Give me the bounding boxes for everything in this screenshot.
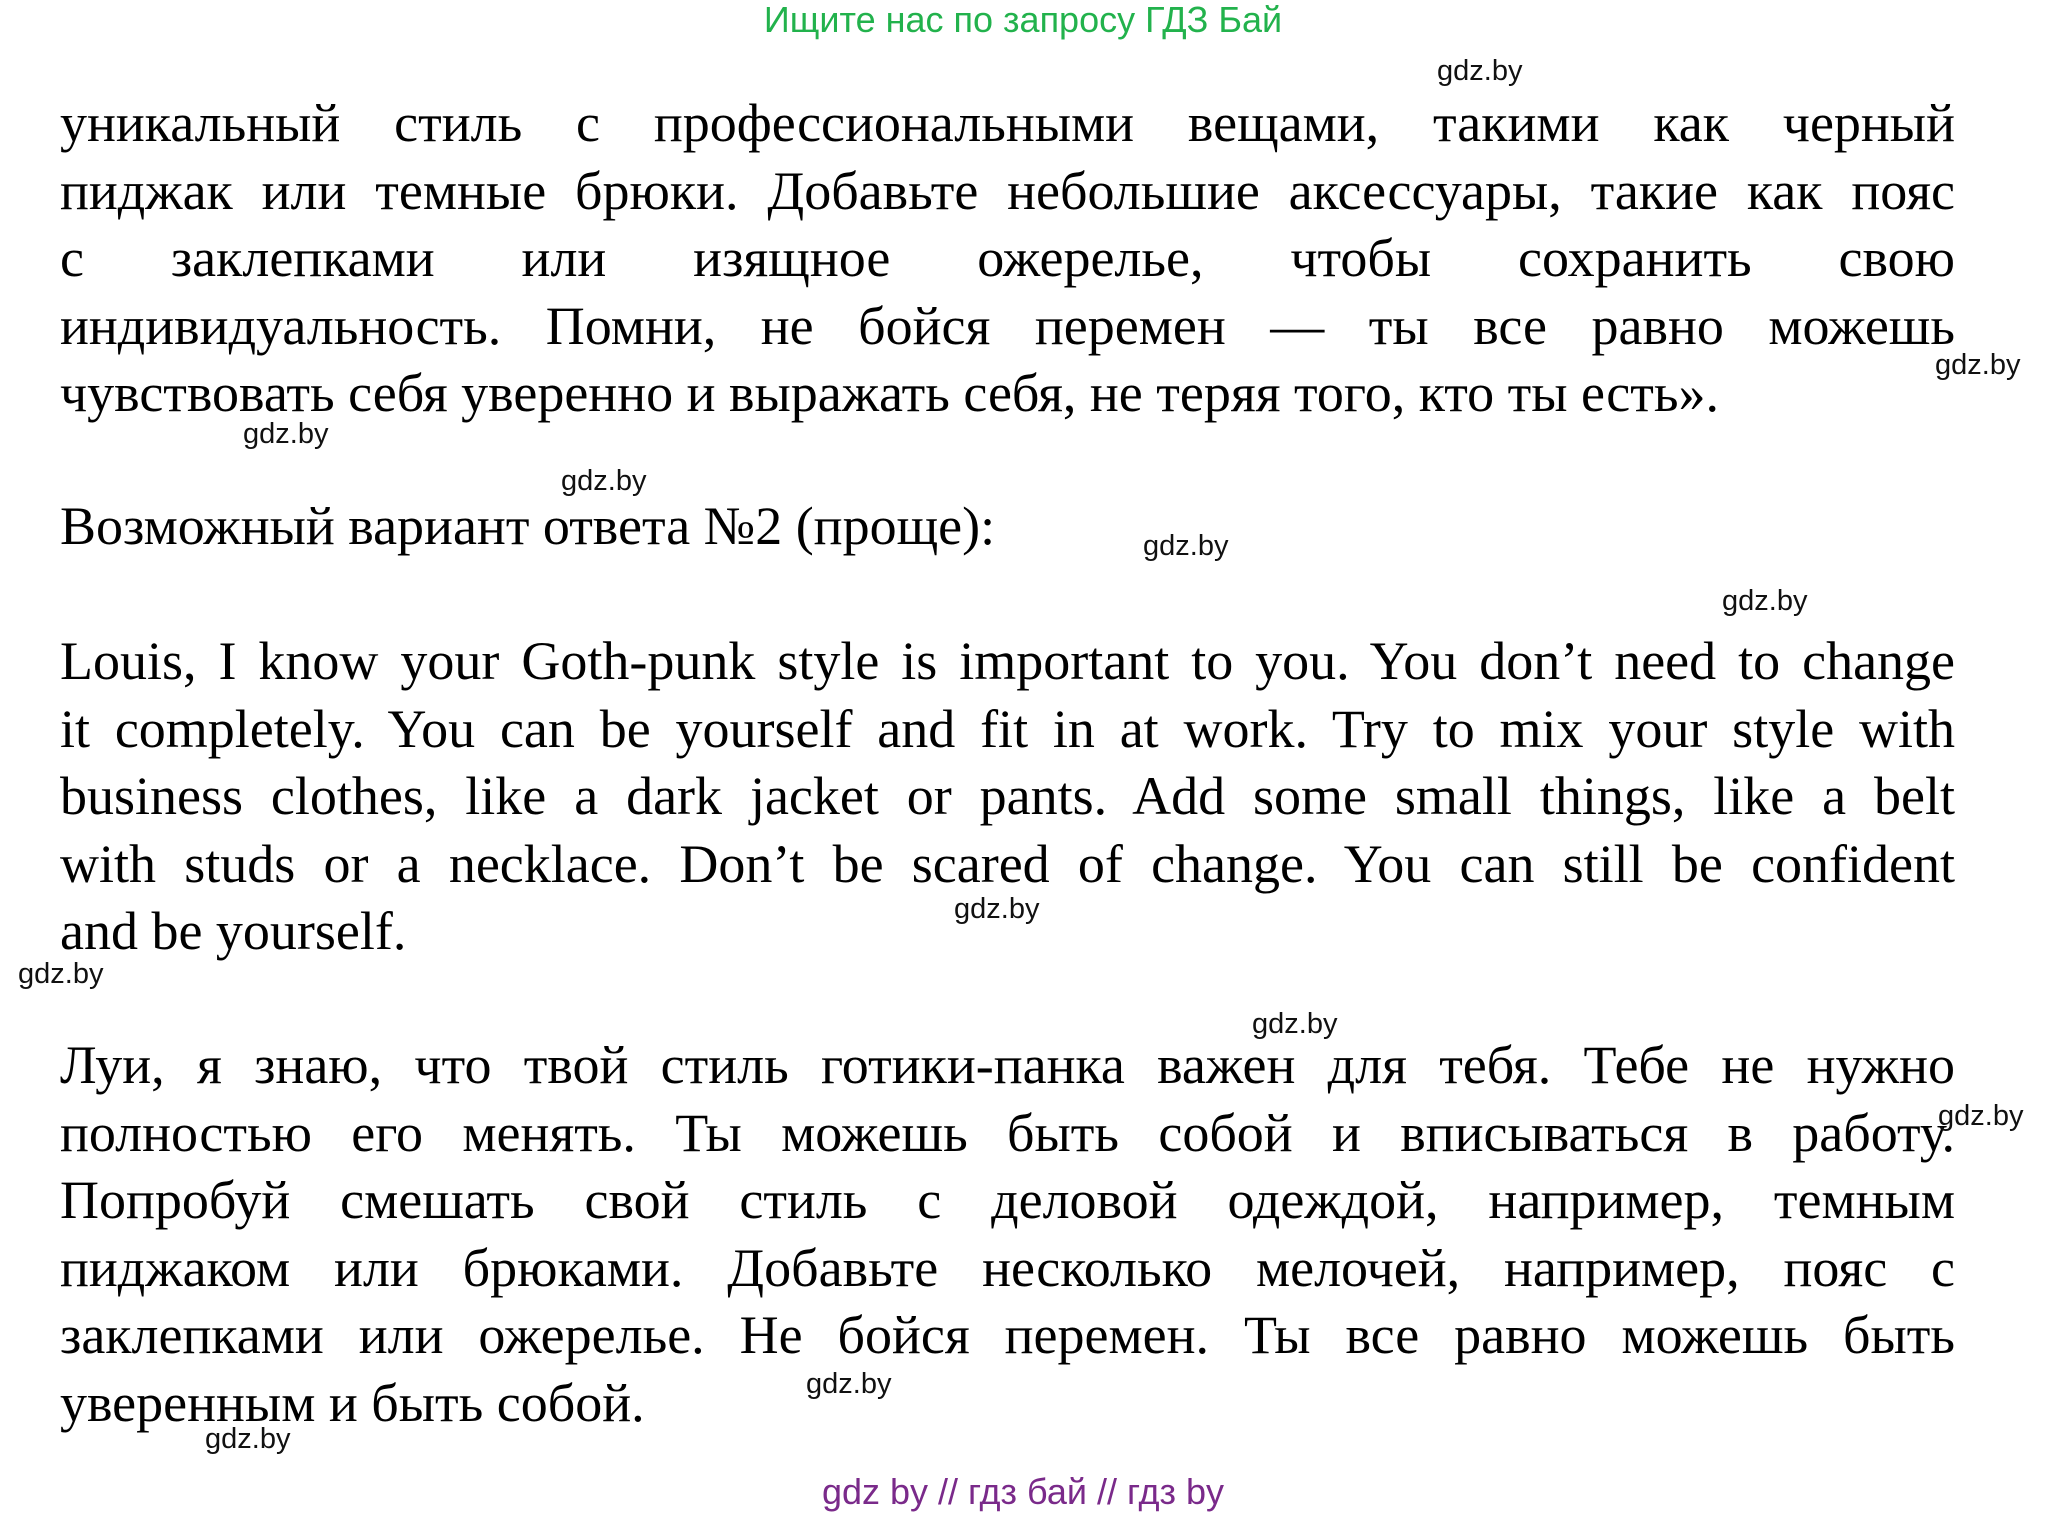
watermark: gdz.by [243,418,329,450]
text-line: с заклепками или изящное ожерелье, чтобы сохранить свою [60,228,1955,288]
text-line: пиджак или темные брюки. Добавьте небольшие аксессуары, такие как пояс [60,160,1955,221]
text-line: Попробуй смешать свой стиль с деловой одеждой, например, темным [60,1170,1955,1230]
text-line: уверенным и быть собой. [60,1372,645,1433]
watermark: gdz.by [1722,585,1808,617]
text-line: Луи, я знаю, что твой стиль готики-панка важен для тебя. Тебе не нужно [60,1035,1955,1095]
text-line: пиджаком или брюками. Добавьте несколько мелочей, например, пояс с [60,1237,1955,1298]
footer-links: gdz by // гдз бай // гдз by [821,1471,1225,1512]
text-line: business clothes, like a dark jacket or pants. Add some small things, like a belt [60,766,1955,826]
watermark: gdz.by [18,958,104,990]
text-line: it completely. You can be yourself and fit in at work. Try to mix your style with [60,698,1955,759]
text-line: чувствовать себя уверенно и выражать себя, не теряя того, кто ты есть». [60,363,1719,423]
watermark: gdz.by [1938,1100,2024,1132]
watermark: gdz.by [1437,55,1523,87]
watermark: gdz.by [954,893,1040,925]
text-line: Louis, I know your Goth-punk style is important to you. You don’t need to change [60,631,1955,691]
text-line: полностью его менять. Ты можешь быть собой и вписываться в работу. [60,1102,1955,1163]
text-line: and be yourself. [60,901,407,961]
paragraph-ru-continuation [60,90,1955,428]
top-banner: Ищите нас по запросу ГДЗ Бай [763,0,1283,40]
answer-variant-heading: Возможный вариант ответа №2 (проще): [60,496,996,556]
watermark: gdz.by [205,1423,291,1455]
text-line: заклепками или ожерелье. Не бойся перемен. Ты все равно можешь быть [60,1305,1955,1365]
text-line: with studs or a necklace. Don’t be scared of change. You can still be confident [60,833,1955,894]
paragraph-ru-translation [60,1032,1955,1437]
watermark: gdz.by [1935,349,2021,381]
watermark: gdz.by [1143,530,1229,562]
watermark: gdz.by [1252,1008,1338,1040]
text-line: уникальный стиль с профессиональными вещами, такими как черный [60,93,1955,153]
text-line: индивидуальность. Помни, не бойся перемен — ты все равно можешь [60,295,1955,356]
watermark: gdz.by [561,465,647,497]
watermark: gdz.by [806,1368,892,1400]
